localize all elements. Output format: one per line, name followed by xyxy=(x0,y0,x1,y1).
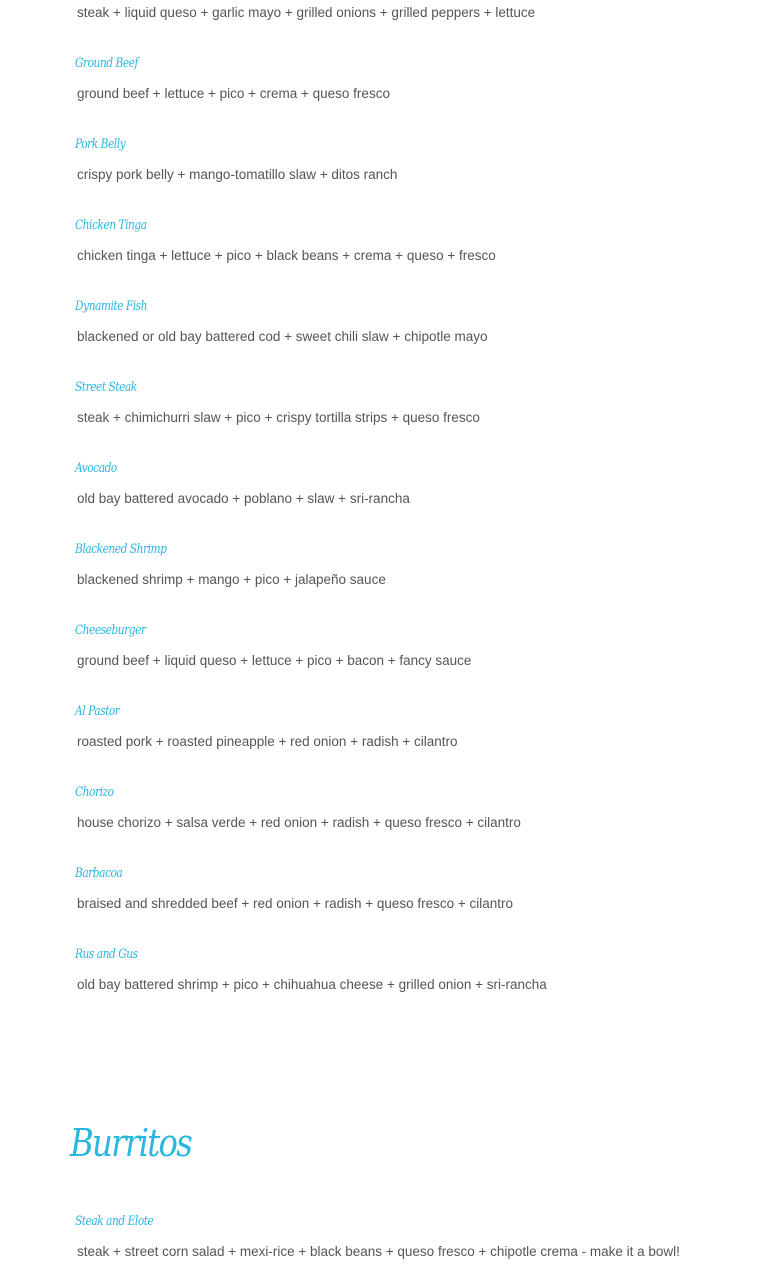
item-description: steak + street corn salad + mexi-rice + black beans + queso fresco + chipotle crema - make it a bowl! xyxy=(77,1244,680,1259)
item-description: chicken tinga + lettuce + pico + black beans + crema + queso + fresco xyxy=(77,248,496,263)
menu-item-dynamite-fish: Dynamite Fish xyxy=(75,299,148,314)
item-description: house chorizo + salsa verde + red onion + radish + queso fresco + cilantro xyxy=(77,815,521,830)
item-description: braised and shredded beef + red onion + radish + queso fresco + cilantro xyxy=(77,896,514,911)
item-description: steak + liquid queso + garlic mayo + grilled onions + grilled peppers + lettuce xyxy=(77,5,536,20)
menu-item-street-steak: Street Steak xyxy=(75,380,137,395)
menu-item-al-pastor: Al Pastor xyxy=(75,704,120,719)
menu-item-steak-and-elote: Steak and Elote xyxy=(75,1214,154,1229)
item-description: old bay battered avocado + poblano + slaw + sri-rancha xyxy=(77,491,410,506)
menu-item-rus-and-gus: Rus and Gus xyxy=(75,947,138,962)
item-description: old bay battered shrimp + pico + chihuahua cheese + grilled onion + sri-rancha xyxy=(77,977,547,992)
item-description: ground beef + lettuce + pico + crema + queso fresco xyxy=(77,86,390,101)
menu-item-blackened-shrimp: Blackened Shrimp xyxy=(75,542,167,557)
menu-item-chorizo: Chorizo xyxy=(75,785,114,800)
item-description: crispy pork belly + mango-tomatillo slaw + ditos ranch xyxy=(77,167,398,182)
menu-item-chicken-tinga: Chicken Tinga xyxy=(75,218,147,233)
menu-item-cheeseburger: Cheeseburger xyxy=(75,623,146,638)
menu-item-ground-beef: Ground Beef xyxy=(75,56,138,71)
item-description: blackened shrimp + mango + pico + jalapeño sauce xyxy=(77,572,386,587)
menu-item-avocado: Avocado xyxy=(75,461,117,476)
item-description: ground beef + liquid queso + lettuce + pico + bacon + fancy sauce xyxy=(77,653,472,668)
item-description: steak + chimichurri slaw + pico + crispy tortilla strips + queso fresco xyxy=(77,410,480,425)
item-description: roasted pork + roasted pineapple + red onion + radish + cilantro xyxy=(77,734,458,749)
menu-item-pork-belly: Pork Belly xyxy=(75,137,126,152)
section-title-burritos: Burritos xyxy=(70,1121,192,1165)
menu-item-barbacoa: Barbacoa xyxy=(75,866,123,881)
item-description: blackened or old bay battered cod + sweet chili slaw + chipotle mayo xyxy=(77,329,488,344)
